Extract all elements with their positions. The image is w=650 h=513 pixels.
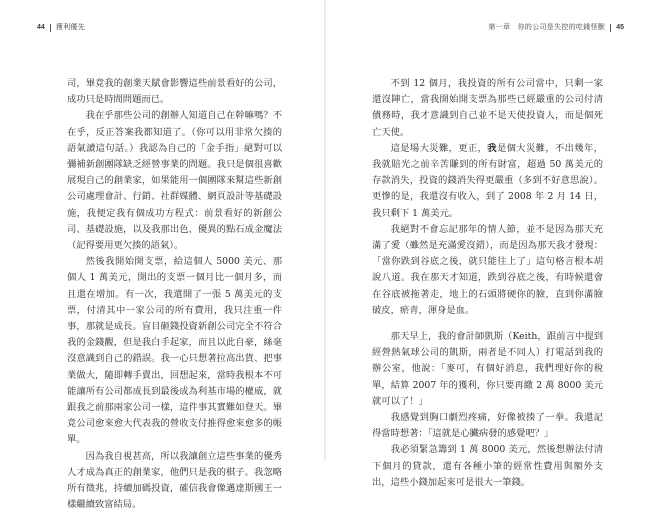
header-separator [50, 24, 51, 32]
right-page [325, 0, 650, 488]
paragraph: 然後我開始開支票，給這個人 5000 美元、那個人 1 萬美元，開出的支票一個月比一個月多，而且還在增加。有一次，我還開了一張 5 萬美元的支票，付清其中一家公司的所有費用，我只注重一件事，那就是成長。盲目砸錢投資新創公司完全不符合我的金錢觀，但是我白手起家，而且以此自豪，絲毫沒意識到自己的錯誤。我一心只想著拉高出貨、把事業做大，隨即轉手賣出，回想起來，當時我根本不可能讓所有公司都成長到最後成為利基市場的權威，就跟我之前那兩家公司一樣，這件事其實難如登天。畢竟公司愈來愈大代表我的營收支付推得愈來愈多的帳單。 [67, 256, 282, 446]
page-number: 45 [616, 24, 624, 31]
header-separator [610, 24, 611, 32]
paragraph: 不到 12 個月，我投資的所有公司當中，只剩一家還沒陣亡，當我開始開支票為那些已經嚴重的公司付清債務時，我才意識到自己並不是天使投資人，而是個死亡天使。 [372, 78, 603, 138]
paragraph: 我感覺到胸口劇烈疼痛，好像被揍了一拳。我還記得當時想著：「這就是心臟病發的感覺吧？」 [372, 412, 603, 440]
paragraph: 司，畢竟我的創業天賦會影響這些前景看好的公司，成功只是時間問題而已。 [67, 78, 282, 106]
left-page-header [37, 23, 85, 32]
paragraph: 我絕對不會忘記那年的情人節，並不是因為那天充滿了愛（雖然是充滿愛沒錯），而是因為那天我才發現：「當你跌到谷底之後，就只能往上了」這句格言根本胡說八道。我在那天才知道，跌到谷底之後，有時候還會在谷底被拖著走，地上的石頭將硬你的臉，直到你滿臉破皮，瘀青，渾身是血。 [372, 223, 603, 316]
emphasis-text: 我 [487, 142, 497, 154]
page-number: 44 [37, 24, 45, 31]
book-title: 獲利優先 [55, 23, 85, 31]
left-page-body [67, 76, 282, 513]
paragraph: 我在乎那些公司的創辦人知道自己在幹嘛嗎？不在乎，反正答案我都知道了。（你可以用非常欠揍的語氣讀這句話。）我認為自己的「金手指」絕對可以彌補新創團隊缺乏經營事業的問題。我只是個很喜歡展現自己的創業家，如果能用一個團隊來幫這些新創公司處理會計、行銷、社群媒體、網頁設計等基礎設施，我便定我有個成功方程式：前景看好的新創公司、基礎設施，以及我那出色、優異的點石成金魔法（記得要用更欠揍的語氣）。 [67, 110, 282, 252]
chapter-title: 第一章 你的公司是失控的吃錢怪獸 [488, 23, 606, 31]
right-page-header [488, 23, 624, 32]
right-page-body [372, 76, 603, 491]
paragraph: 因為我自視甚高，所以我讓創立這些事業的優秀人才成為真正的創業家，他們只是我的棋子。我忽略所有徵兆，持續加碼投資，確信我會像邁達斯國王一樣繼續致富結局。 [67, 450, 282, 511]
paragraph: 那天早上，我的會計師凱斯（Keith，跟前言中提到經營熱氣球公司的凱斯，兩者是不同人）打電話到我的辦公室，他說：「麥可，有個好消息，我們理好你的稅單，結算 2007 年的獲利，你只要再繳 2 萬 8000 美元就可以了！」 [372, 331, 603, 407]
paragraph: 這是場大災難，更正，我是個大災難，不出幾年，我就賠光之前辛苦賺到的所有財富，超過 50 萬美元的存款消失，投資的錢消失得更嚴重（多到不好意思說）。更慘的是，我還沒有收入，到了 2008 年 2 月 14 日，我只剩下 1 萬美元。 [372, 142, 603, 219]
paragraph: 我必須緊急籌到 1 萬 8000 美元，然後想辦法付清下個月的貸款，還有各種小筆的經常性費用與額外支出，這些小錢加起來可是很大一筆錢。 [372, 444, 603, 488]
left-page [0, 0, 325, 511]
